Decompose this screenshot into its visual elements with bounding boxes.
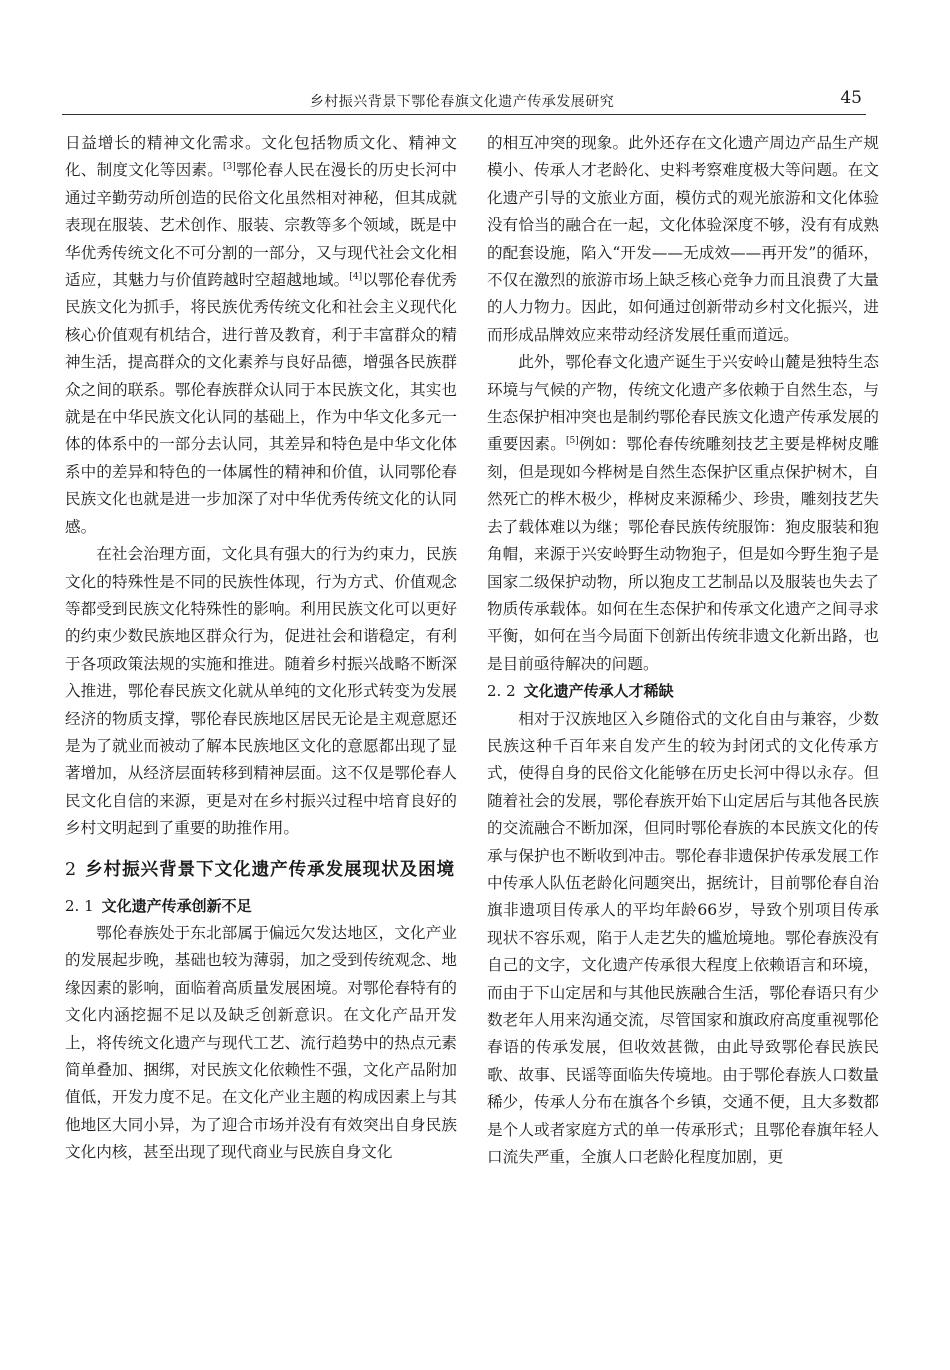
citation-ref: [4]	[349, 272, 363, 283]
paragraph-text: 以鄂伦春优秀民族文化为抓手，将民族优秀传统文化和社会主义现代化核心价值观有机结合，进行普及教育，利于丰富群众的精神生活，提高群众的文化素养与良好品德，增强各民族群众之间的联系。鄂伦春族群众认同于本民族文化，其实也就是在中华民族文化认同的基础上，作为中华文化多元一体的体系中的一部分去认同，其差异和特色是中华文化体系中的差异和特色的一体属性的精神和价值，认同鄂伦春民族文化也就是进一步加深了对中华优秀传统文化的认同感。	[65, 271, 457, 536]
page-number: 45	[840, 88, 862, 108]
subsection-title: 文化遗产传承人才稀缺	[523, 682, 674, 701]
paragraph: 鄂伦春族处于东北部属于偏远欠发达地区，文化产业的发展起步晚，基础也较为薄弱，加之受到传统观念、地缘因素的影响，面临着高质量发展困境。对鄂伦春特有的文化内涵挖掘不足以及缺乏创新意识。在文化产品开发上，将传统文化遗产与现代工艺、流行趋势中的热点元素简单叠加、捆绑，对民族文化依赖性不强，文化产品附加值低，开发力度不足。在文化产业主题的构成因素上与其他地区大同小异，为了迎合市场并没有有效突出自身民族文化内核，甚至出现了现代商业与民族自身文化	[65, 923, 457, 1162]
citation-ref: [3]	[223, 162, 236, 173]
citation-ref: [5]	[566, 436, 579, 447]
right-column	[487, 130, 879, 1171]
paragraph: 相对于汉族地区入乡随俗式的文化自由与兼容，少数民族这种千百年来自发产生的较为封闭式的文化传承方式，使得自身的民俗文化能够在历史长河中得以永存。但随着社会的发展，鄂伦春族开始下山定居后与其他各民族的交流融合不断加深，但同时鄂伦春族的本民族文化的传承与保护也不断收到冲击。鄂伦春非遗保护传承发展工作中传承人队伍老龄化问题突出，据统计，目前鄂伦春自治旗非遗项目传承人的平均年龄66岁，导致个别项目传承现状不容乐观，陷于人走艺失的尴尬境地。鄂伦春族没有自己的文字，文化遗产传承很大程度上依赖语言和环境，而由于下山定居和与其他民族融合生活，鄂伦春语只有少数老年人用来沟通交流，尽管国家和旗政府高度重视鄂伦春语的传承发展，但收效甚微，由此导致鄂伦春民族民歌、故事、民谣等面临失传境地。由于鄂伦春族人口数量稀少，传承人分布在旗各个乡镇，交通不便，且大多数都是个人或者家庭方式的单一传承形式；且鄂伦春旗年轻人口流失严重，全旗人口老龄化程度加剧，更	[487, 709, 879, 1167]
paragraph: 在社会治理方面，文化具有强大的行为约束力，民族文化的特殊性是不同的民族性体现，行为方式、价值观念等都受到民族文化特殊性的影响。利用民族文化可以更好的约束少数民族地区群众行为，促进社会和谐稳定，有利于各项政策法规的实施和推进。随着乡村振兴战略不断深入推进，鄂伦春民族文化就从单纯的文化形式转变为发展经济的物质支撑，鄂伦春民族地区居民无论是主观意愿还是为了就业而被动了解本民族地区文化的意愿都出现了显著增加，从经济层面转移到精神层面。这不仅是鄂伦春人民文化自信的来源，更是对在乡村振兴过程中培育良好的乡村文明起到了重要的助推作用。	[65, 545, 457, 838]
paragraph-text: 此外，鄂伦春文化遗产诞生于兴安岭山麓是独特生态环境与气候的产物，传统文化遗产多依赖于自然生态，与生态保护相冲突也是制约鄂伦春民族文化遗产传承发展的重要因素。	[487, 353, 879, 454]
paragraph-text: 日益增长的精神文化需求。文化包括物质文化、精神文化、制度文化等因素。	[65, 134, 457, 180]
section-title: 乡村振兴背景下文化遗产传承发展现状及困境	[85, 859, 456, 880]
subsection-heading	[65, 893, 457, 920]
running-title: 乡村振兴背景下鄂伦春旗文化遗产传承发展研究	[309, 94, 615, 110]
subsection-title: 文化遗产传承创新不足	[101, 896, 252, 915]
subsection-heading	[487, 678, 879, 705]
running-header	[62, 88, 862, 112]
section-heading	[65, 855, 457, 885]
paragraph	[487, 349, 879, 678]
left-column	[65, 130, 457, 1167]
paragraph	[65, 130, 457, 541]
paragraph-text: 鄂伦春人民在漫长的历史长河中通过辛勤劳动所创造的民俗文化虽然相对神秘，但其成就表现在服装、艺术创作、服装、宗教等多个领域，既是中华优秀传统文化不可分割的一部分，又与现代社会文化相适应，其魅力与价值跨越时空超越地域。	[65, 161, 457, 290]
subsection-number: 2. 2	[487, 682, 516, 701]
paragraph-text: 例如：鄂伦春传统雕刻技艺主要是桦树皮雕刻，但是现如今桦树是自然生态保护区重点保护树木，自然死亡的桦木极少，桦树皮来源稀少、珍贵，雕刻技艺失去了载体难以为继；鄂伦春民族传统服饰：狍皮服装和狍角帽，来源于兴安岭野生动物狍子，但是如今野生狍子是国家二级保护动物，所以狍皮工艺制品以及服装也失去了物质传承载体。如何在生态保护和传承文化遗产之间寻求平衡，如何在当今局面下创新出传统非遗文化新出路，也是目前亟待解决的问题。	[487, 435, 879, 673]
subsection-number: 2. 1	[65, 896, 94, 915]
header-rule	[62, 114, 866, 115]
paragraph: 的相互冲突的现象。此外还存在文化遗产周边产品生产规模小、传承人才老龄化、史料考察难度极大等问题。在文化遗产引导的文旅业方面，模仿式的观光旅游和文化体验没有恰当的融合在一起，文化体验深度不够，没有有成熟的配套设施，陷入“开发——无成效——再开发”的循环，不仅在激烈的旅游市场上缺乏核心竞争力而且浪费了大量的人力物力。因此，如何通过创新带动乡村文化振兴，进而形成品牌效应来带动经济发展任重而道远。	[487, 134, 879, 344]
section-number: 2	[65, 859, 78, 880]
